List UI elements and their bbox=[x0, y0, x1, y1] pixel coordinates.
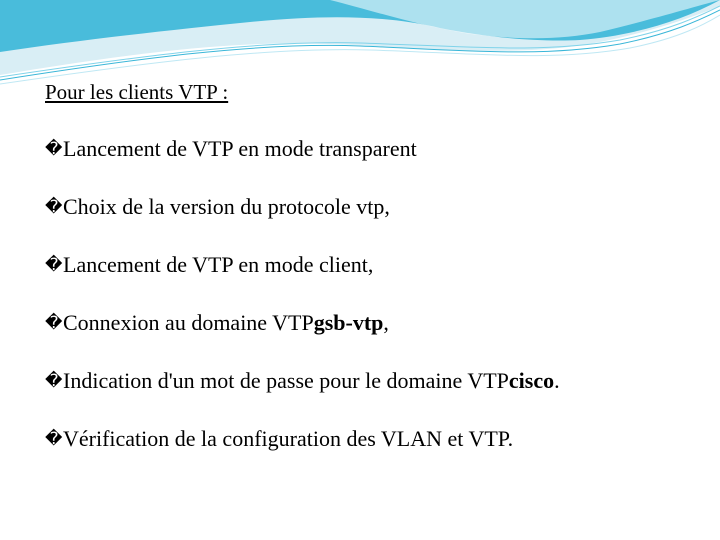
slide-heading: Pour les clients VTP : bbox=[45, 80, 229, 104]
bullet-item-launch-client bbox=[45, 251, 560, 279]
bullet-text-suffix: , bbox=[383, 310, 389, 335]
missing-glyph-icon: � bbox=[45, 255, 63, 275]
missing-glyph-icon: � bbox=[45, 139, 63, 159]
bullet-text: Vérification de la configuration des VLAN et VTP. bbox=[63, 426, 514, 451]
missing-glyph-icon: � bbox=[45, 371, 63, 391]
bullet-text: Lancement de VTP en mode client, bbox=[63, 252, 374, 277]
bullet-item-verification bbox=[45, 425, 560, 453]
bullet-text: Connexion au domaine VTP bbox=[63, 310, 314, 335]
bullet-item-domain-connection bbox=[45, 309, 560, 337]
bullet-text: Lancement de VTP en mode transparent bbox=[63, 136, 417, 161]
missing-glyph-icon: � bbox=[45, 429, 63, 449]
bullet-text: Choix de la version du protocole vtp, bbox=[63, 194, 390, 219]
bullet-password: cisco bbox=[508, 368, 555, 393]
bullet-item-launch-transparent bbox=[45, 135, 560, 163]
bullet-text: Indication d'un mot de passe pour le domaine VTP bbox=[63, 368, 509, 393]
missing-glyph-icon: � bbox=[45, 313, 63, 333]
bullet-domain-name: gsb-vtp bbox=[313, 310, 384, 335]
bullet-list bbox=[45, 135, 560, 483]
missing-glyph-icon: � bbox=[45, 197, 63, 217]
bullet-text-suffix: . bbox=[554, 368, 560, 393]
bullet-item-protocol-version bbox=[45, 193, 560, 221]
bullet-item-domain-password bbox=[45, 367, 560, 395]
